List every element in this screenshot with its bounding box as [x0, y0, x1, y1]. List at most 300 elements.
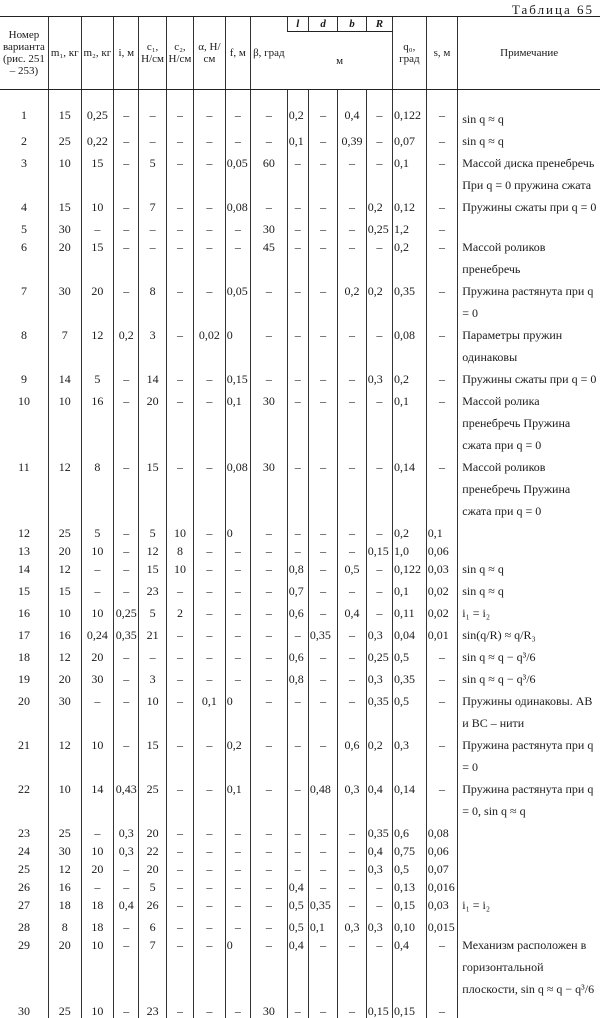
cell-m1: 30 [48, 690, 81, 734]
cell-c1: 5 [139, 152, 166, 196]
table-row [0, 540, 600, 558]
cell-f: 0,1 [225, 778, 250, 822]
cell-f: 0 [225, 522, 250, 540]
table-row [0, 90, 600, 131]
cell-beta: – [250, 196, 287, 218]
cell-d: – [308, 734, 337, 778]
cell-i: – [114, 368, 139, 390]
cell-R: 0,3 [366, 916, 392, 934]
cell-s: – [426, 734, 458, 778]
cell-s: 0,06 [426, 540, 458, 558]
cell-q0: 0,14 [393, 778, 427, 822]
cell-c2: – [166, 324, 193, 368]
cell-d: – [308, 668, 337, 690]
cell-n: 12 [17, 526, 30, 540]
cell-c2: – [166, 894, 193, 916]
cell-a: 0,02 [194, 324, 226, 368]
cell-c1: 25 [139, 778, 166, 822]
cell-m2: 18 [81, 916, 114, 934]
cell-d: – [308, 858, 337, 876]
cell-b: 0,4 [338, 602, 366, 624]
cell-i: – [114, 668, 139, 690]
table-row [0, 858, 600, 876]
cell-n: 2 [20, 134, 27, 148]
cell-b: – [338, 876, 366, 894]
cell-b: – [338, 196, 366, 218]
cell-m2: 30 [81, 668, 114, 690]
cell-l: – [287, 390, 308, 456]
cell-R: 0,4 [366, 840, 392, 858]
cell-c1: 5 [139, 876, 166, 894]
cell-c2: – [166, 690, 193, 734]
cell-i: – [114, 196, 139, 218]
cell-l: 0,4 [287, 934, 308, 1000]
cell-note [458, 822, 600, 840]
cell-a: – [194, 858, 226, 876]
cell-c1: 15 [139, 558, 166, 580]
cell-q0: 0,4 [393, 934, 427, 1000]
header-unit-m: м [287, 32, 392, 90]
cell-beta: – [250, 894, 287, 916]
cell-f: 0,2 [225, 734, 250, 778]
cell-a: – [194, 894, 226, 916]
cell-f: – [225, 602, 250, 624]
cell-c2: 2 [166, 602, 193, 624]
cell-R: – [366, 456, 392, 522]
cell-b: – [338, 894, 366, 916]
header-s: s, м [426, 17, 458, 90]
cell-c1: – [139, 646, 166, 668]
cell-f: 0 [225, 324, 250, 368]
cell-d: – [308, 840, 337, 858]
cell-d: – [308, 822, 337, 840]
cell-m1: 12 [48, 734, 81, 778]
cell-n: 24 [17, 844, 30, 858]
cell-c1: 20 [139, 390, 166, 456]
cell-i: – [114, 218, 139, 236]
cell-i: 0,3 [114, 840, 139, 858]
cell-beta: – [250, 130, 287, 152]
cell-beta: – [250, 876, 287, 894]
cell-R: 0,35 [366, 822, 392, 840]
cell-f: – [225, 858, 250, 876]
cell-R: 0,2 [366, 734, 392, 778]
cell-n: 5 [20, 222, 27, 236]
cell-s: – [426, 1000, 458, 1018]
cell-c1: 5 [139, 602, 166, 624]
header-m2: m₂, кг [81, 17, 114, 90]
cell-m1: 25 [48, 822, 81, 840]
table-title: Таблица 65 [511, 2, 594, 17]
cell-f: 0 [225, 934, 250, 1000]
cell-b: 0,6 [338, 734, 366, 778]
cell-c1: 3 [139, 668, 166, 690]
cell-d: 0,1 [308, 916, 337, 934]
cell-c2: – [166, 646, 193, 668]
cell-note [458, 540, 600, 558]
cell-a: – [194, 196, 226, 218]
cell-note: Пружины сжаты при q = 0 [458, 196, 600, 218]
cell-R: 0,3 [366, 668, 392, 690]
cell-l: – [287, 368, 308, 390]
cell-d: – [308, 558, 337, 580]
table-row [0, 646, 600, 668]
cell-a: – [194, 778, 226, 822]
cell-q0: 0,5 [393, 690, 427, 734]
cell-a: – [194, 130, 226, 152]
cell-R: 0,15 [366, 540, 392, 558]
cell-d: – [308, 1000, 337, 1018]
cell-f: – [225, 894, 250, 916]
cell-c2: – [166, 130, 193, 152]
cell-l: 0,2 [287, 90, 308, 131]
cell-q0: 0,11 [393, 602, 427, 624]
cell-m1: 10 [48, 152, 81, 196]
cell-f: – [225, 646, 250, 668]
cell-c2: – [166, 624, 193, 646]
cell-d: – [308, 130, 337, 152]
cell-n: 9 [20, 372, 27, 386]
table-row [0, 368, 600, 390]
cell-c2: – [166, 580, 193, 602]
header-R: R [366, 17, 392, 32]
cell-c1: – [139, 218, 166, 236]
cell-d: – [308, 368, 337, 390]
cell-c2: – [166, 280, 193, 324]
cell-note: Массой роликов пренебречь [458, 236, 600, 280]
cell-q0: 0,08 [393, 324, 427, 368]
cell-m2: 10 [81, 196, 114, 218]
cell-n: 6 [20, 240, 27, 254]
cell-note [458, 218, 600, 236]
cell-note: Пружина растянута при q = 0 [458, 280, 600, 324]
cell-R: 0,3 [366, 368, 392, 390]
cell-i: – [114, 934, 139, 1000]
cell-m1: 25 [48, 522, 81, 540]
table-row [0, 390, 600, 456]
cell-f: 0,05 [225, 152, 250, 196]
cell-m2: 14 [81, 778, 114, 822]
cell-c1: – [139, 236, 166, 280]
cell-a: – [194, 876, 226, 894]
cell-q0: 0,1 [393, 580, 427, 602]
header-beta: β, град [250, 17, 287, 90]
cell-a: – [194, 580, 226, 602]
cell-f: – [225, 218, 250, 236]
cell-s: 0,016 [426, 876, 458, 894]
cell-f: 0,15 [225, 368, 250, 390]
cell-beta: – [250, 602, 287, 624]
cell-s: 0,08 [426, 822, 458, 840]
cell-note: sin q ≈ q [458, 90, 600, 131]
cell-s: – [426, 668, 458, 690]
cell-m2: 15 [81, 152, 114, 196]
header-c2: c₂, Н/см [166, 17, 193, 90]
table-row [0, 778, 600, 822]
cell-m2: 0,24 [81, 624, 114, 646]
cell-R: 0,4 [366, 778, 392, 822]
cell-c1: – [139, 90, 166, 131]
cell-b: – [338, 456, 366, 522]
cell-c2: – [166, 822, 193, 840]
cell-beta: – [250, 840, 287, 858]
cell-R: 0,25 [366, 218, 392, 236]
cell-f: – [225, 624, 250, 646]
cell-s: 0,1 [426, 522, 458, 540]
table-row [0, 152, 600, 196]
cell-m1: 18 [48, 894, 81, 916]
header-i: i, м [114, 17, 139, 90]
table-row [0, 840, 600, 858]
cell-c1: 7 [139, 196, 166, 218]
cell-m2: 16 [81, 390, 114, 456]
cell-b: – [338, 218, 366, 236]
header-m1: m₁, кг [48, 17, 81, 90]
cell-q0: 0,10 [393, 916, 427, 934]
cell-q0: 0,13 [393, 876, 427, 894]
cell-c2: – [166, 196, 193, 218]
cell-d: – [308, 646, 337, 668]
cell-i: 0,2 [114, 324, 139, 368]
cell-s: – [426, 324, 458, 368]
cell-note: Параметры пружин одинаковы [458, 324, 600, 368]
cell-c1: 20 [139, 858, 166, 876]
cell-beta: – [250, 916, 287, 934]
table-row [0, 690, 600, 734]
cell-m1: 12 [48, 858, 81, 876]
cell-c2: – [166, 934, 193, 1000]
cell-m1: 30 [48, 218, 81, 236]
cell-m2: 0,25 [81, 90, 114, 131]
cell-d: – [308, 522, 337, 540]
cell-n: 26 [17, 880, 30, 894]
cell-n: 29 [17, 938, 30, 952]
cell-i: – [114, 876, 139, 894]
cell-a: – [194, 390, 226, 456]
cell-m1: 25 [48, 1000, 81, 1018]
cell-f: – [225, 130, 250, 152]
cell-s: – [426, 456, 458, 522]
cell-b: – [338, 624, 366, 646]
cell-i: – [114, 734, 139, 778]
header-variant: Номер варианта (рис. 251 – 253) [0, 17, 48, 90]
cell-note: i₁ = i₂ [458, 894, 600, 916]
cell-q0: 0,3 [393, 734, 427, 778]
cell-s: 0,01 [426, 624, 458, 646]
cell-n: 27 [17, 898, 30, 912]
cell-c2: – [166, 668, 193, 690]
table-row [0, 456, 600, 522]
cell-f: – [225, 876, 250, 894]
cell-i: – [114, 90, 139, 131]
header-alpha: α, Н/см [194, 17, 226, 90]
cell-q0: 0,122 [393, 90, 427, 131]
cell-l: – [287, 822, 308, 840]
cell-m2: 10 [81, 734, 114, 778]
cell-a: – [194, 934, 226, 1000]
cell-i: – [114, 690, 139, 734]
cell-b: – [338, 580, 366, 602]
cell-l: – [287, 236, 308, 280]
table-row [0, 558, 600, 580]
cell-beta: 30 [250, 1000, 287, 1018]
parameters-table [0, 16, 600, 1018]
cell-note: sin q ≈ q [458, 130, 600, 152]
cell-l: 0,5 [287, 894, 308, 916]
cell-s: – [426, 280, 458, 324]
cell-note: sin q ≈ q [458, 558, 600, 580]
cell-f: 0,08 [225, 196, 250, 218]
cell-i: 0,43 [114, 778, 139, 822]
cell-c1: 8 [139, 280, 166, 324]
cell-m1: 20 [48, 668, 81, 690]
cell-s: – [426, 236, 458, 280]
cell-beta: – [250, 822, 287, 840]
cell-m2: 10 [81, 934, 114, 1000]
cell-a: – [194, 368, 226, 390]
cell-d: – [308, 690, 337, 734]
cell-f: – [225, 840, 250, 858]
cell-f: – [225, 822, 250, 840]
cell-f: – [225, 540, 250, 558]
cell-f: – [225, 580, 250, 602]
cell-c2: – [166, 390, 193, 456]
cell-l: – [287, 1000, 308, 1018]
cell-c2: – [166, 152, 193, 196]
cell-note: sin q ≈ q − q³/6 [458, 668, 600, 690]
cell-note: Пружина растянута при q = 0 [458, 734, 600, 778]
cell-i: – [114, 236, 139, 280]
cell-q0: 1,0 [393, 540, 427, 558]
cell-b: 0,4 [338, 90, 366, 131]
cell-m1: 7 [48, 324, 81, 368]
cell-R: – [366, 580, 392, 602]
cell-c2: – [166, 218, 193, 236]
cell-s: – [426, 130, 458, 152]
cell-i: – [114, 280, 139, 324]
cell-s: 0,03 [426, 558, 458, 580]
cell-b: – [338, 540, 366, 558]
cell-m2: – [81, 218, 114, 236]
cell-beta: – [250, 734, 287, 778]
cell-m1: 8 [48, 916, 81, 934]
cell-beta: 60 [250, 152, 287, 196]
header-c1: c₁, Н/см [139, 17, 166, 90]
cell-l: – [287, 196, 308, 218]
cell-q0: 0,5 [393, 858, 427, 876]
cell-R: 0,35 [366, 690, 392, 734]
table-row [0, 822, 600, 840]
cell-R: 0,25 [366, 646, 392, 668]
cell-m2: – [81, 822, 114, 840]
cell-s: – [426, 778, 458, 822]
cell-q0: 0,1 [393, 390, 427, 456]
cell-a: 0,1 [194, 690, 226, 734]
cell-note: Пружины сжаты при q = 0 [458, 368, 600, 390]
cell-i: 0,25 [114, 602, 139, 624]
cell-m1: 15 [48, 196, 81, 218]
table-row [0, 876, 600, 894]
cell-c2: – [166, 734, 193, 778]
cell-l: – [287, 522, 308, 540]
cell-R: – [366, 324, 392, 368]
cell-c1: 15 [139, 456, 166, 522]
cell-R: – [366, 934, 392, 1000]
cell-f: – [225, 236, 250, 280]
cell-m2: 5 [81, 522, 114, 540]
cell-m1: 20 [48, 236, 81, 280]
cell-m2: 20 [81, 280, 114, 324]
cell-a: – [194, 558, 226, 580]
cell-a: – [194, 624, 226, 646]
cell-f: 0,1 [225, 390, 250, 456]
cell-n: 14 [17, 562, 30, 576]
cell-n: 21 [17, 738, 30, 752]
cell-R: 0,3 [366, 624, 392, 646]
cell-beta: – [250, 668, 287, 690]
cell-m2: 20 [81, 858, 114, 876]
cell-a: – [194, 668, 226, 690]
cell-s: 0,06 [426, 840, 458, 858]
cell-beta: 30 [250, 218, 287, 236]
cell-a: – [194, 540, 226, 558]
cell-c1: 22 [139, 840, 166, 858]
cell-l: – [287, 840, 308, 858]
cell-n: 19 [17, 672, 30, 686]
cell-s: 0,015 [426, 916, 458, 934]
header-d: d [308, 17, 337, 32]
cell-d: – [308, 876, 337, 894]
cell-note: sin q ≈ q − q³/6 [458, 646, 600, 668]
cell-beta: 30 [250, 456, 287, 522]
cell-n: 25 [17, 862, 30, 876]
table-row [0, 1000, 600, 1018]
cell-a: – [194, 646, 226, 668]
cell-m2: 12 [81, 324, 114, 368]
cell-m1: 30 [48, 280, 81, 324]
cell-b: – [338, 1000, 366, 1018]
cell-b: 0,3 [338, 916, 366, 934]
cell-a: – [194, 456, 226, 522]
table-row [0, 280, 600, 324]
cell-l: 0,6 [287, 646, 308, 668]
cell-m2: 10 [81, 602, 114, 624]
cell-d: – [308, 540, 337, 558]
cell-b: – [338, 840, 366, 858]
cell-m1: 15 [48, 90, 81, 131]
cell-b: – [338, 668, 366, 690]
cell-l: 0,5 [287, 916, 308, 934]
cell-beta: – [250, 778, 287, 822]
cell-n: 8 [20, 328, 27, 342]
cell-R: 0,3 [366, 858, 392, 876]
cell-l: 0,8 [287, 558, 308, 580]
cell-c2: – [166, 916, 193, 934]
cell-i: – [114, 580, 139, 602]
cell-l: – [287, 778, 308, 822]
cell-l: – [287, 456, 308, 522]
cell-l: – [287, 218, 308, 236]
cell-b: – [338, 236, 366, 280]
cell-s: – [426, 218, 458, 236]
cell-beta: – [250, 540, 287, 558]
cell-b: – [338, 324, 366, 368]
cell-a: – [194, 522, 226, 540]
cell-l: 0,1 [287, 130, 308, 152]
cell-i: – [114, 916, 139, 934]
cell-R: – [366, 894, 392, 916]
header-note: Примечание [458, 17, 600, 90]
